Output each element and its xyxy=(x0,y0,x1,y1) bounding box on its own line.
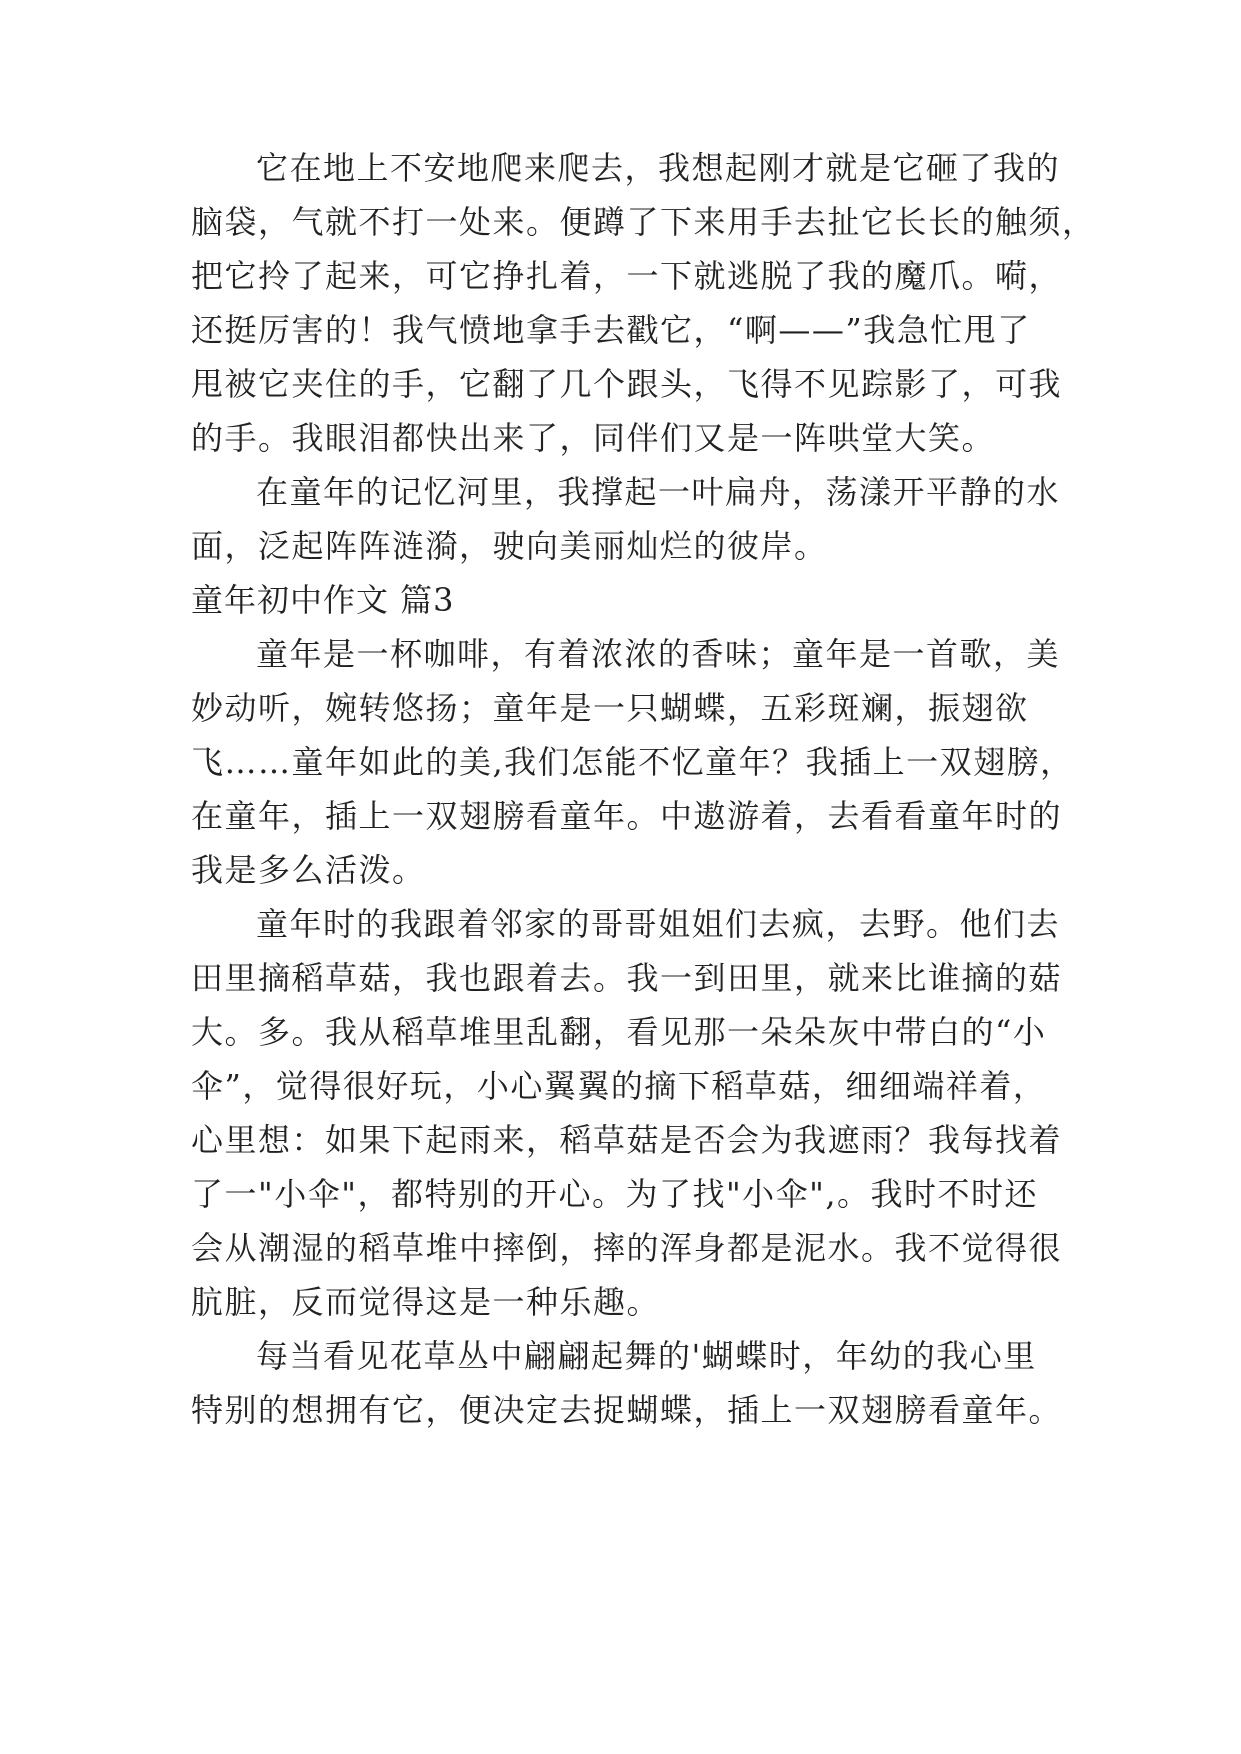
paragraph-2-line-1: 在童年的记忆河里，我撑起一叶扁舟，荡漾开平静的水 xyxy=(256,473,1061,511)
paragraph-4-line-3: 大。多。我从稻草堆里乱翻，看见那一朵朵灰中带白的“小 xyxy=(191,1013,1047,1051)
paragraph-1-line-3: 把它拎了起来，可它挣扎着，一下就逃脱了我的魔爪。嗬， xyxy=(191,257,1063,295)
paragraph-4-line-7: 会从潮湿的稻草堆中摔倒，摔的浑身都是泥水。我不觉得很 xyxy=(191,1229,1063,1267)
paragraph-3-line-5: 我是多么活泼。 xyxy=(191,851,426,889)
paragraph-3-line-4: 在童年，插上一双翅膀看童年。中遨游着，去看看童年时的 xyxy=(191,797,1063,835)
paragraph-3-line-3: 飞……童年如此的美,我们怎能不忆童年？我插上一双翅膀， xyxy=(191,743,1074,781)
paragraph-3-line-2: 妙动听，婉转悠扬；童年是一只蝴蝶，五彩斑斓，振翅欲 xyxy=(191,689,1029,727)
paragraph-1-line-1: 它在地上不安地爬来爬去，我想起刚才就是它砸了我的 xyxy=(256,149,1061,187)
section-heading: 童年初中作文 篇3 xyxy=(191,581,455,619)
paragraph-1-line-6: 的手。我眼泪都快出来了，同伴们又是一阵哄堂大笑。 xyxy=(191,419,996,457)
paragraph-3-line-1: 童年是一杯咖啡，有着浓浓的香味；童年是一首歌，美 xyxy=(256,635,1061,673)
paragraph-5-line-1: 每当看见花草丛中翩翩起舞的'蝴蝶时，年幼的我心里 xyxy=(256,1337,1037,1375)
paragraph-4-line-2: 田里摘稻草菇，我也跟着去。我一到田里，就来比谁摘的菇 xyxy=(191,959,1063,997)
paragraph-4-line-6: 了一"小伞"，都特别的开心。为了找"小伞",。我时不时还 xyxy=(191,1175,1039,1213)
paragraph-4-line-4: 伞”，觉得很好玩，小心翼翼的摘下稻草菇，细细端祥着， xyxy=(191,1067,1047,1105)
paragraph-4-line-5: 心里想：如果下起雨来，稻草菇是否会为我遮雨？我每找着 xyxy=(191,1121,1063,1159)
paragraph-2-line-2: 面，泛起阵阵涟漪，驶向美丽灿烂的彼岸。 xyxy=(191,527,828,565)
paragraph-1-line-2: 脑袋，气就不打一处来。便蹲了下来用手去扯它长长的触须， xyxy=(191,203,1096,241)
paragraph-1-line-4: 还挺厉害的！我气愤地拿手去戳它，“啊——”我急忙甩了 xyxy=(191,311,1031,349)
paragraph-1-line-5: 甩被它夹住的手，它翻了几个跟头，飞得不见踪影了，可我 xyxy=(191,365,1063,403)
paragraph-5-line-2: 特别的想拥有它，便决定去捉蝴蝶，插上一双翅膀看童年。 xyxy=(191,1391,1063,1429)
paragraph-4-line-1: 童年时的我跟着邻家的哥哥姐姐们去疯，去野。他们去 xyxy=(256,905,1061,943)
paragraph-4-line-8: 肮脏，反而觉得这是一种乐趣。 xyxy=(191,1283,661,1321)
